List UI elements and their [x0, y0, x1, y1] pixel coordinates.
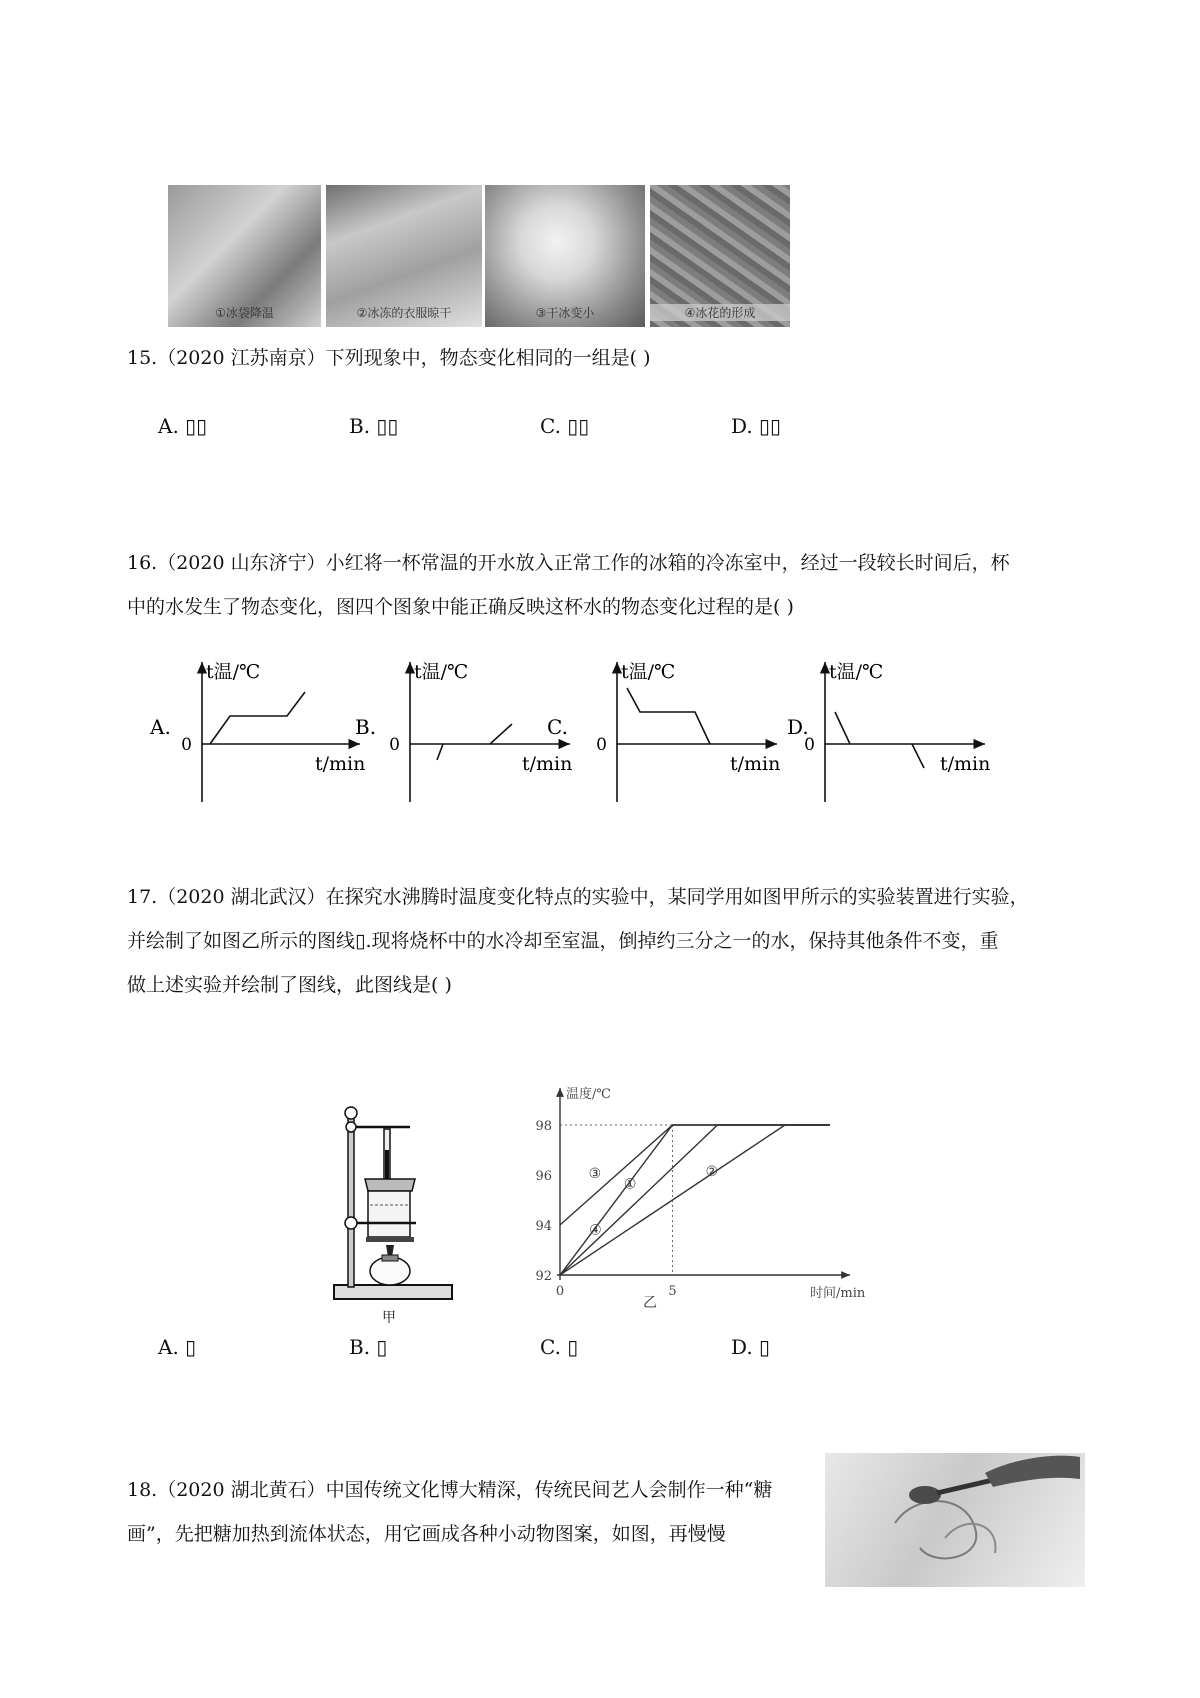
q16-a-ylabel: t温/℃ [206, 661, 261, 683]
q16-d-origin: 0 [804, 735, 815, 755]
q16-option-d-letter: D. [787, 715, 809, 739]
question-17-line3: 做上述实验并绘制了图线，此图线是( ) [127, 974, 452, 996]
q16-d-xlabel: t/min [940, 753, 991, 775]
series-line-4 [560, 1125, 830, 1275]
q17-option-d[interactable]: D. ▯ [731, 1335, 771, 1359]
q16-b-xlabel: t/min [522, 753, 573, 775]
q17-option-c[interactable]: C. ▯ [540, 1335, 579, 1359]
q16-option-a-letter: A. [150, 715, 171, 739]
q16-b-ylabel: t温/℃ [414, 661, 469, 683]
q16-option-b-letter: B. [355, 715, 377, 739]
question-18-line2: 画”，先把糖加热到流体状态，用它画成各种小动物图案，如图，再慢慢 [127, 1523, 726, 1545]
fig-jia-apparatus [320, 1095, 460, 1335]
y-tick-label: 96 [535, 1169, 552, 1184]
photo-sugar-painting [825, 1453, 1085, 1587]
fig-jia-label: 甲 [382, 1310, 396, 1326]
y-axis-label: 温度/℃ [566, 1087, 611, 1102]
q16-graph-d[interactable] [787, 661, 990, 802]
photo-ice-pack [168, 185, 321, 327]
q16-a-xlabel: t/min [315, 753, 366, 775]
q16-c-origin: 0 [596, 735, 607, 755]
fig-yi-chart [520, 1080, 880, 1340]
series-label-1: ① [623, 1176, 637, 1193]
q17-option-b[interactable]: B. ▯ [349, 1335, 388, 1359]
q15-option-d[interactable]: D. ▯▯ [731, 414, 782, 438]
q16-graph-a[interactable] [150, 661, 365, 802]
q16-graph-b[interactable] [355, 661, 572, 802]
y-tick-label: 92 [535, 1269, 552, 1284]
q16-c-ylabel: t温/℃ [621, 661, 676, 683]
q16-graphs [150, 652, 1150, 812]
question-18-line1: 18.（2020 湖北黄石）中国传统文化博大精深，传统民间艺人会制作一种“糖 [127, 1479, 773, 1501]
sugar-painting-sketch [825, 1453, 1085, 1587]
photo-caption: ③干冰变小 [535, 306, 595, 320]
temperature-time-chart [520, 1080, 880, 1340]
fig-yi-label: 乙 [643, 1295, 657, 1311]
photo-caption: ②冰冻的衣服晾干 [356, 306, 452, 320]
x-tick-label: 5 [668, 1284, 677, 1299]
series-line-1 [560, 1125, 830, 1275]
photo-caption: ①冰袋降温 [215, 306, 274, 320]
photo-ice-flower [650, 185, 790, 327]
q16-c-xlabel: t/min [730, 753, 781, 775]
y-tick-label: 98 [535, 1119, 552, 1134]
question-16-line1: 16.（2020 山东济宁）小红将一杯常温的开水放入正常工作的冰箱的冷冻室中，经过一段较长时间后，杯 [127, 552, 1010, 574]
photo-caption: ④冰花的形成 [650, 304, 790, 321]
question-17-line1: 17.（2020 湖北武汉）在探究水沸腾时温度变化特点的实验中，某同学用如图甲所示的实验装置进行实验， [127, 886, 1029, 908]
q16-d-ylabel: t温/℃ [829, 661, 884, 683]
q15-option-a[interactable]: A. ▯▯ [158, 414, 208, 438]
q15-option-c[interactable]: C. ▯▯ [540, 414, 590, 438]
q15-option-b[interactable]: B. ▯▯ [349, 414, 399, 438]
y-tick-label: 94 [535, 1219, 552, 1234]
question-16-line2: 中的水发生了物态变化，图四个图象中能正确反映这杯水的物态变化过程的是( ) [127, 596, 794, 618]
q17-option-a[interactable]: A. ▯ [158, 1335, 197, 1359]
q16-option-c-letter: C. [547, 715, 568, 739]
x-axis-label: 时间/min [810, 1286, 866, 1301]
photo-frozen-clothes [326, 185, 482, 327]
series-label-3: ③ [588, 1166, 602, 1182]
series-line-2 [560, 1125, 830, 1275]
question-15-text: 15.（2020 江苏南京）下列现象中，物态变化相同的一组是( ) [127, 347, 651, 369]
x-tick-label: 0 [555, 1284, 565, 1299]
series-label-2: ② [705, 1164, 719, 1180]
series-label-4: ④ [589, 1222, 602, 1239]
q16-graph-c[interactable] [547, 661, 780, 802]
photo-dry-ice [485, 185, 645, 327]
q16-b-origin: 0 [389, 735, 400, 755]
q16-a-origin: 0 [181, 735, 192, 755]
question-17-line2: 并绘制了如图乙所示的图线▯.现将烧杯中的水冷却至室温，倒掉约三分之一的水，保持其他条件不变，重 [127, 930, 999, 952]
